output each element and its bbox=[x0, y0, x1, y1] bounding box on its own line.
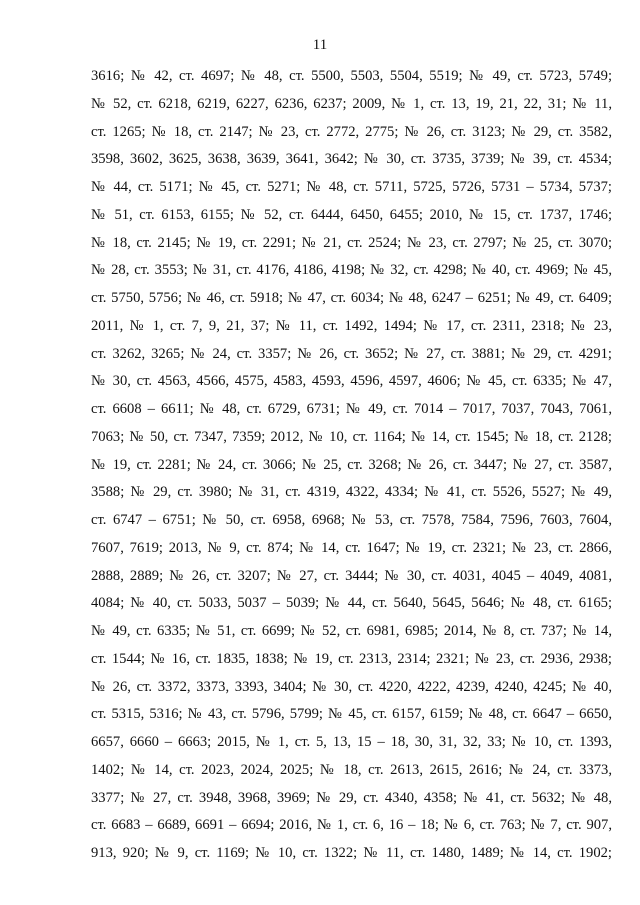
text-line: ст. 6608 – 6611; № 48, ст. 6729, 6731; № 49, ст. 7014 – 7017, 7037, 7043, 7061, bbox=[91, 401, 612, 417]
text-line: 3598, 3602, 3625, 3638, 3639, 3641, 3642; № 30, ст. 3735, 3739; № 39, ст. 4534; bbox=[91, 151, 612, 168]
text-line: 3377; № 27, ст. 3948, 3968, 3969; № 29, ст. 4340, 4358; № 41, ст. 5632; № 48, bbox=[91, 789, 612, 806]
text-line: 7607, 7619; 2013, № 9, ст. 874; № 14, ст. 1647; № 19, ст. 2321; № 23, ст. 2866, bbox=[91, 539, 612, 556]
text-line: ст. 6683 – 6689, 6691 – 6694; 2016, № 1, ст. 6, 16 – 18; № 6, ст. 763; № 7, ст. 907, bbox=[91, 817, 612, 834]
text-line: № 52, ст. 6218, 6219, 6227, 6236, 6237; 2009, № 1, ст. 13, 19, 21, 22, 31; № 11, bbox=[91, 95, 612, 112]
text-line: № 26, ст. 3372, 3373, 3393, 3404; № 30, ст. 4220, 4222, 4239, 4240, 4245; № 40, bbox=[91, 678, 612, 695]
text-line: ст. 1544; № 16, ст. 1835, 1838; № 19, ст. 2313, 2314; 2321; № 23, ст. 2936, 2938; bbox=[91, 650, 612, 667]
page-number: 11 bbox=[312, 37, 328, 53]
text-line: ст. 5315, 5316; № 43, ст. 5796, 5799; № 45, ст. 6157, 6159; № 48, ст. 6647 – 6650, bbox=[91, 706, 612, 723]
text-line: 913, 920; № 9, ст. 1169; № 10, ст. 1322; № 11, ст. 1480, 1489; № 14, ст. 1902; bbox=[91, 845, 612, 861]
text-line: 7063; № 50, ст. 7347, 7359; 2012, № 10, ст. 1164; № 14, ст. 1545; № 18, ст. 2128; bbox=[91, 428, 612, 445]
text-line: ст. 6747 – 6751; № 50, ст. 6958, 6968; № 53, ст. 7578, 7584, 7596, 7603, 7604, bbox=[91, 512, 612, 528]
text-line: ст. 1265; № 18, ст. 2147; № 23, ст. 2772, 2775; № 26, ст. 3123; № 29, ст. 3582, bbox=[91, 123, 612, 140]
text-line: № 51, ст. 6153, 6155; № 52, ст. 6444, 6450, 6455; 2010, № 15, ст. 1737, 1746; bbox=[91, 206, 612, 223]
text-line: № 18, ст. 2145; № 19, ст. 2291; № 21, ст. 2524; № 23, ст. 2797; № 25, ст. 3070; bbox=[91, 234, 612, 251]
body-text bbox=[91, 64, 612, 869]
text-line: № 30, ст. 4563, 4566, 4575, 4583, 4593, 4596, 4597, 4606; № 45, ст. 6335; № 47, bbox=[91, 373, 612, 390]
text-line: 2888, 2889; № 26, ст. 3207; № 27, ст. 3444; № 30, ст. 4031, 4045 – 4049, 4081, bbox=[91, 567, 612, 584]
text-line: 1402; № 14, ст. 2023, 2024, 2025; № 18, ст. 2613, 2615, 2616; № 24, ст. 3373, bbox=[91, 761, 612, 778]
text-line: № 28, ст. 3553; № 31, ст. 4176, 4186, 4198; № 32, ст. 4298; № 40, ст. 4969; № 45, bbox=[91, 262, 612, 279]
text-line: 3588; № 29, ст. 3980; № 31, ст. 4319, 4322, 4334; № 41, ст. 5526, 5527; № 49, bbox=[91, 484, 612, 501]
text-line: ст. 5750, 5756; № 46, ст. 5918; № 47, ст. 6034; № 48, 6247 – 6251; № 49, ст. 6409; bbox=[91, 290, 612, 306]
text-line: № 44, ст. 5171; № 45, ст. 5271; № 48, ст. 5711, 5725, 5726, 5731 – 5734, 5737; bbox=[91, 179, 612, 195]
text-line: 3616; № 42, ст. 4697; № 48, ст. 5500, 5503, 5504, 5519; № 49, ст. 5723, 5749; bbox=[91, 68, 612, 84]
text-line: № 19, ст. 2281; № 24, ст. 3066; № 25, ст. 3268; № 26, ст. 3447; № 27, ст. 3587, bbox=[91, 456, 612, 473]
text-line: ст. 3262, 3265; № 24, ст. 3357; № 26, ст. 3652; № 27, ст. 3881; № 29, ст. 4291; bbox=[91, 345, 612, 362]
text-line: 2011, № 1, ст. 7, 9, 21, 37; № 11, ст. 1492, 1494; № 17, ст. 2311, 2318; № 23, bbox=[91, 317, 612, 334]
text-line: 4084; № 40, ст. 5033, 5037 – 5039; № 44, ст. 5640, 5645, 5646; № 48, ст. 6165; bbox=[91, 595, 612, 612]
text-line: № 49, ст. 6335; № 51, ст. 6699; № 52, ст. 6981, 6985; 2014, № 8, ст. 737; № 14, bbox=[91, 623, 612, 639]
text-line: 6657, 6660 – 6663; 2015, № 1, ст. 5, 13, 15 – 18, 30, 31, 32, 33; № 10, ст. 1393, bbox=[91, 734, 612, 750]
